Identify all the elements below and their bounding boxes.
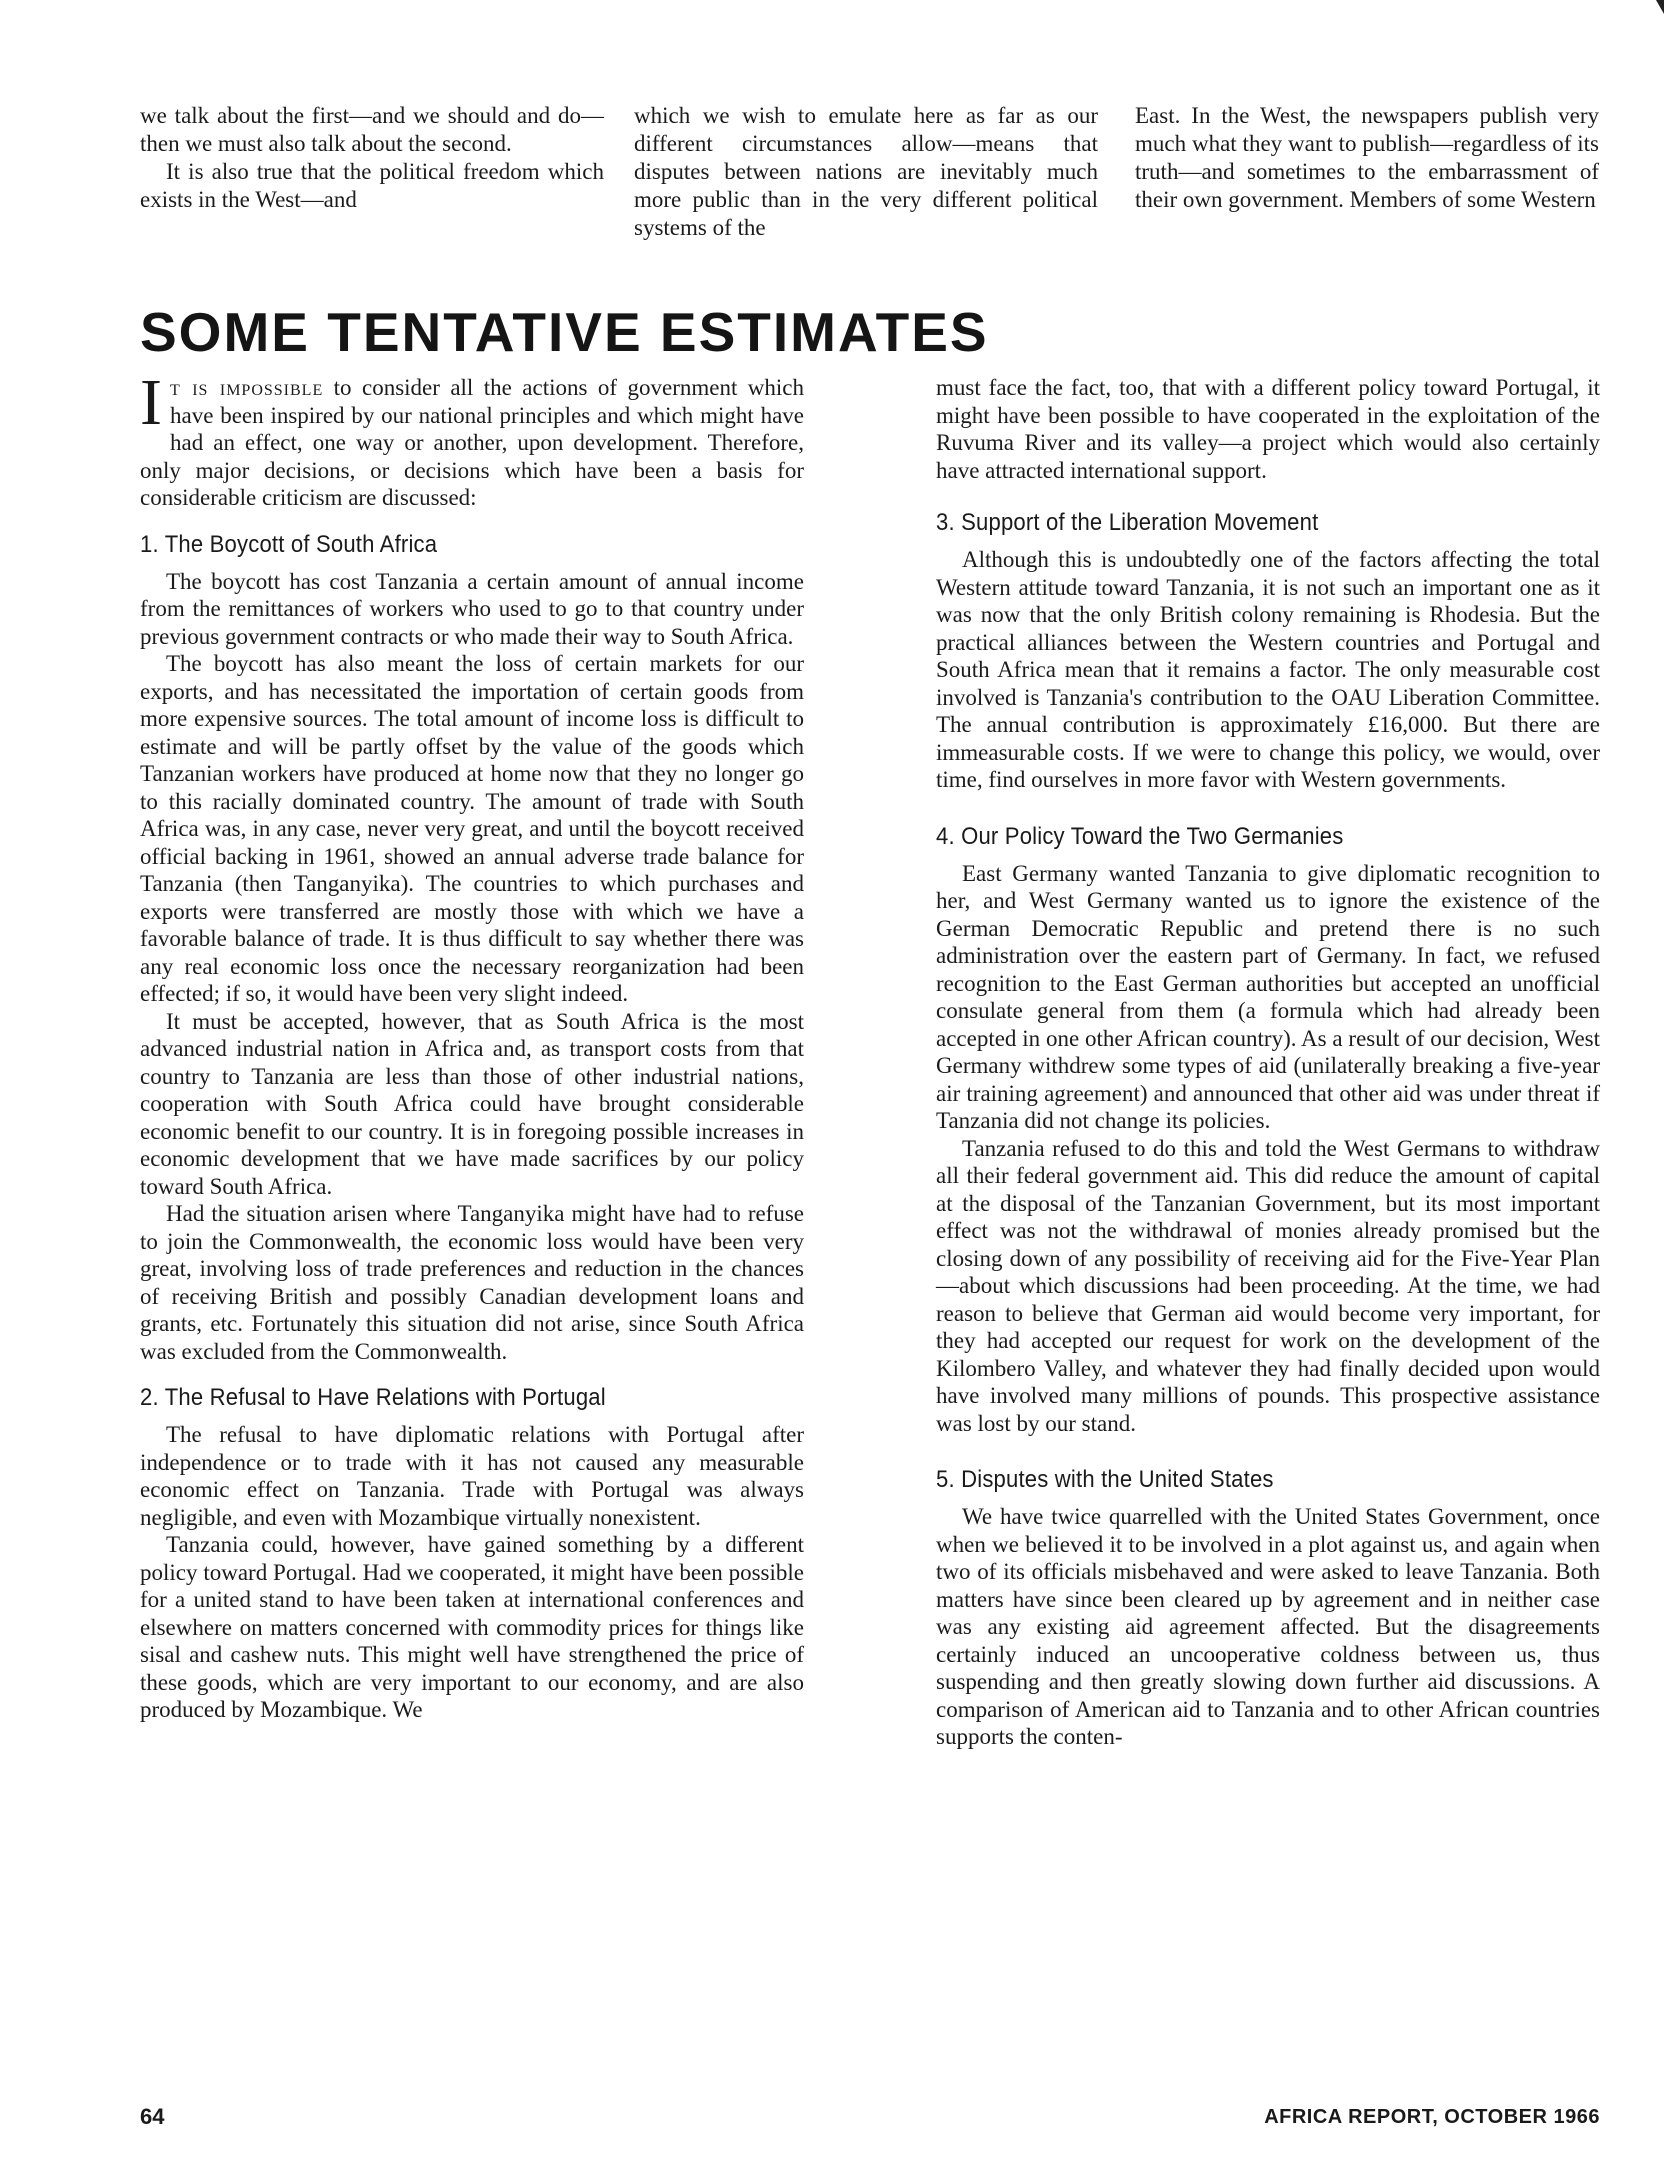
continued-article-strip — [140, 102, 1600, 252]
section-1-heading: 1. The Boycott of South Africa — [140, 530, 438, 558]
section-5-para-1: We have twice quarrelled with the United States Government, once when we believed it to be involved in a plot against us, and again when two of its officials misbehaved and were asked to leave Tanzania. Both matters have since been cleared up by agreement and in neither case was any existing aid agreement affected. But the disagreements certainly induced an uncooperative coldness between us, thus suspending and then greatly slowing down further aid discussions. A comparison of American aid to Tanzania and to other African countries supports the conten- — [936, 1504, 1600, 1749]
top-col1-para-2: It is also true that the political freedom which exists in the West—and — [140, 159, 604, 212]
top-column-1 — [140, 102, 604, 214]
page-number: 64 — [140, 2104, 165, 2129]
section-2-para-2: Tanzania could, however, have gained something by a different policy toward Portugal. Had we cooperated, it might have been possible for a united stand to have been taken at international conferences and elsewhere on matters concerned with commodity prices for things like sisal and cashew nuts. This might well have strengthened the price of these goods, which are very important to our economy, and are also produced by Mozambique. We — [140, 1532, 804, 1722]
section-3-heading: 3. Support of the Liberation Movement — [936, 509, 1319, 536]
top-col1-para-1: we talk about the first—and we should and do—then we must also talk about the second. — [140, 103, 604, 156]
section-1-para-2: The boycott has also meant the loss of certain markets for our exports, and has necessitated the importation of certain goods from more expensive sources. The total amount of income loss is difficult to estimate and will be partly offset by the value of the goods which Tanzanian workers have produced at home now that they no longer go to this racially dominated country. The amount of trade with South Africa was, in any case, never very great, and until the boycott received official backing in 1961, showed an annual adverse trade balance for Tanzania (then Tanganyika). The countries to which purchases and exports were transferred are mostly those with which we have a favorable balance of trade. It is thus difficult to say whether there was any real economic loss once the necessary reorganization had been effected; if so, it would have been very slight indeed. — [140, 651, 804, 1006]
intro-text — [140, 366, 804, 512]
top-col3-para: East. In the West, the newspapers publish very much what they want to publish—regardless of its truth—and sometimes to the embarrassment of their own government. Members of some Western — [1135, 103, 1599, 212]
top-column-3 — [1135, 102, 1599, 214]
right-column — [936, 374, 1600, 1751]
top-col2-para: which we wish to emulate here as far as our different circumstances allow—means that disputes between nations are inevitably much more public than in the very different political systems of the — [634, 103, 1098, 240]
section-4-para-2: Tanzania refused to do this and told the West Germans to withdraw all their federal government aid. This did reduce the amount of capital at the disposal of the Tanzanian Government, but its most important effect was not the withdrawal of monies already promised but the closing down of any possibility of receiving aid for the Five-Year Plan—about which discussions had been proceeding. At the time, we had reason to believe that German aid would become very important, for they had accepted our request for work on the development of the Kilombero Valley, and whatever they had finally decided upon would have involved many millions of pounds. This prospective assistance was lost by our stand. — [936, 1135, 1600, 1436]
intro-smallcaps: t is impossible — [169, 375, 324, 400]
section-1-para-4: Had the situation arisen where Tanganyika might have had to refuse to join the Commonwealth, the economic loss would have been very great, involving loss of trade preferences and reduction in the chances of receiving British and possibly Canadian development loans and grants, etc. Fortunately this situation did not arise, since South Africa was excluded from the Commonwealth. — [140, 1201, 804, 1364]
section-4-para-1: East Germany wanted Tanzania to give diplomatic recognition to her, and West Germany wanted us to ignore the existence of the German Democratic Republic and pretend there is no such administration over the eastern part of Germany. In fact, we refused recognition to the East German authorities but accepted an unofficial consulate general from them (a formula which had already been accepted in one other African country). As a result of our decision, West Germany withdrew some types of aid (unilaterally breaking a five-year air training agreement) and announced that other aid was under threat if Tanzania did not change its policies. — [936, 860, 1600, 1133]
section-2-heading: 2. The Refusal to Have Relations with Portugal — [140, 1384, 606, 1411]
section-1-para-3: It must be accepted, however, that as South Africa is the most advanced industrial nation in Africa and, as transport costs from that country to Tanzania are less than those of other industrial nations, cooperation with South Africa could have brought considerable economic benefit to our country. It is in foregoing possible increases in economic development that we have made sacrifices by our policy toward South Africa. — [140, 1008, 804, 1199]
scan-corner-mark-icon — [1654, 0, 1664, 14]
section-5-heading: 5. Disputes with the United States — [936, 1466, 1274, 1493]
intro-body: to consider all the actions of government which have been inspired by our national principles and which might have had an effect, one way or another, upon development. Therefore, only major decisions, or decisions which have been a basis for considerable criticism are discussed: — [140, 375, 804, 510]
section-4-heading: 4. Our Policy Toward the Two Germanies — [936, 822, 1344, 850]
top-column-2 — [634, 102, 1098, 242]
section-1-para-1: The boycott has cost Tanzania a certain amount of annual income from the remittances of workers who used to go to that country under previous government contracts or who made their way to South Africa. — [140, 568, 804, 649]
running-footer-title: AFRICA REPORT, OCTOBER 1966 — [1264, 2106, 1600, 2128]
section-2-para-1: The refusal to have diplomatic relations with Portugal after independence or to trade with it has not caused any measurable economic effect on Tanzania. Trade with Portugal was always negligible, and even with Mozambique virtually nonexistent. — [140, 1422, 804, 1530]
drop-cap: I — [140, 366, 162, 439]
article-headline: SOME TENTATIVE ESTIMATES — [140, 301, 989, 363]
section-2-continuation: must face the fact, too, that with a different policy toward Portugal, it might have been possible to have cooperated in the exploitation of the Ruvuma River and its valley—a project which would also certainly have attracted international support. — [936, 375, 1600, 483]
left-column — [140, 366, 804, 1724]
intro-paragraph — [140, 366, 804, 512]
section-3-para-1: Although this is undoubtedly one of the factors affecting the total Western attitude toward Tanzania, it is not such an important one as it was now that the only British colony remaining is Rhodesia. But the practical alliances between the Western countries and Portugal and South Africa mean that it remains a factor. The only measurable cost involved is Tanzania's contribution to the OAU Liberation Committee. The annual contribution is approximately £16,000. But there are immeasurable costs. If we were to change this policy, we would, over time, find ourselves in more favor with Western governments. — [936, 547, 1600, 792]
